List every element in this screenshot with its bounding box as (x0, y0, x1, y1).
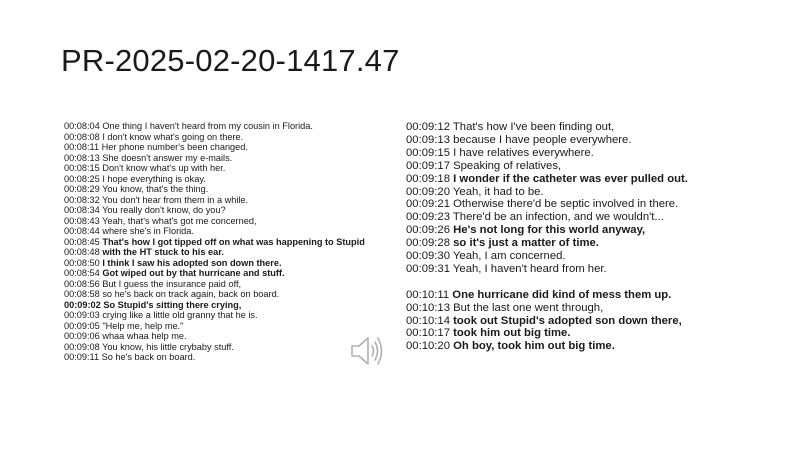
audio-speaker-icon[interactable] (348, 331, 388, 371)
transcript-text: 00:08:56 But I guess the insurance paid off, (64, 278, 242, 289)
transcript-text: 00:08:08 I don't know what's going on there. (64, 131, 244, 142)
transcript-line (64, 226, 394, 237)
transcript-line (406, 250, 706, 263)
transcript-text: 00:09:30 Yeah, I am concerned. (406, 250, 566, 263)
transcript-text: I wonder if the catheter was ever pulled out. (453, 172, 688, 185)
transcript-text: took out Stupid's adopted son down there, (453, 314, 682, 327)
transcript-line (64, 268, 394, 279)
transcript-line (406, 147, 706, 160)
transcript-line (64, 310, 394, 321)
transcript-text: 00:09:15 I have relatives everywhere. (406, 146, 594, 159)
transcript-line (406, 160, 706, 173)
transcript-text: 00:08:32 You don't hear from them in a while. (64, 194, 249, 205)
transcript-text: 00:10:20 (406, 340, 454, 353)
transcript-text: with the HT stuck to his ear. (102, 247, 224, 257)
transcript-line (64, 132, 394, 143)
transcript-line (64, 216, 394, 227)
transcript-text: 00:09:17 Speaking of relatives, (406, 159, 562, 172)
transcript-line (64, 352, 394, 363)
transcript-line (64, 300, 394, 311)
slide-title: PR-2025-02-20-1417.47 (61, 43, 400, 78)
transcript-text: so it's just a matter of time. (453, 237, 599, 250)
transcript-text: 00:10:14 (406, 314, 454, 327)
transcript-line (406, 340, 706, 353)
transcript-text: 00:09:28 (406, 237, 454, 250)
transcript-text: 00:10:17 (406, 327, 454, 340)
transcript-line (64, 321, 394, 332)
transcript-text: 00:08:50 (64, 257, 103, 268)
transcript-line (406, 315, 706, 328)
transcript-line (406, 173, 706, 186)
transcript-line (406, 289, 706, 302)
transcript-line (64, 247, 394, 258)
transcript-line (64, 163, 394, 174)
transcript-text: 00:09:08 You know, his little crybaby stuff. (64, 341, 234, 352)
transcript-text: That's how I got tipped off on what was happening to Stupid (102, 236, 365, 247)
transcript-line (64, 237, 394, 248)
transcript-line (406, 211, 706, 224)
transcript-text: Oh boy, took him out big time. (453, 340, 615, 353)
transcript-text: 00:08:29 You know, that's the thing. (64, 184, 209, 194)
transcript-text: 00:09:21 Otherwise there'd be septic involved in there. (406, 198, 679, 211)
transcript-text: 00:09:18 (406, 172, 454, 185)
transcript-text: 00:08:25 I hope everything is okay. (64, 173, 206, 184)
transcript-line (64, 174, 394, 185)
transcript-right-column (406, 121, 706, 353)
transcript-text: 00:08:54 (64, 268, 103, 278)
transcript-text: He's not long for this world anyway, (453, 224, 646, 237)
transcript-text: Got wiped out by that hurricane and stuff. (102, 268, 285, 278)
transcript-text: 00:09:31 Yeah, I haven't heard from her. (406, 262, 607, 275)
transcript-text: 00:08:48 (64, 247, 103, 257)
transcript-line (406, 121, 706, 134)
transcript-spacer (406, 276, 706, 289)
transcript-text: took him out big time. (453, 327, 571, 340)
transcript-line (64, 121, 394, 132)
transcript-line (64, 331, 394, 342)
transcript-text: 00:08:34 You really don't know, do you? (64, 205, 226, 215)
transcript-line (64, 258, 394, 269)
transcript-line (406, 186, 706, 199)
transcript-text: 00:09:20 Yeah, it had to be. (406, 185, 544, 198)
transcript-line (406, 302, 706, 315)
transcript-line (64, 153, 394, 164)
transcript-text: 00:09:13 because I have people everywhere. (406, 133, 632, 146)
transcript-text: 00:09:11 So he's back on board. (64, 352, 196, 362)
transcript-left-column (64, 121, 394, 363)
transcript-text: 00:09:26 (406, 224, 454, 237)
transcript-text: 00:10:11 (406, 288, 453, 301)
transcript-text: 00:08:45 (64, 236, 103, 247)
transcript-text: One hurricane did kind of mess them up. (452, 288, 672, 301)
transcript-text: 00:09:03 crying like a little old granny that he is. (64, 310, 258, 320)
transcript-line (64, 279, 394, 290)
transcript-line (406, 198, 706, 211)
transcript-text: 00:08:13 She doesn't answer my e-mails. (64, 152, 233, 163)
transcript-text: 00:09:06 whaa whaa help me. (64, 331, 187, 341)
transcript-line (64, 342, 394, 353)
transcript-text: 00:09:23 There'd be an infection, and we wouldn't... (406, 211, 664, 224)
transcript-line (406, 224, 706, 237)
transcript-text: 00:09:12 That's how I've been finding out, (406, 121, 615, 133)
transcript-text: I think I saw his adopted son down there. (102, 257, 282, 268)
transcript-line (406, 134, 706, 147)
transcript-text: 00:09:02 So Stupid's sitting there crying, (64, 299, 242, 310)
transcript-text: 00:10:13 But the last one went through, (406, 301, 604, 314)
transcript-line (64, 289, 394, 300)
transcript-text: 00:08:15 Don't know what's up with her. (64, 163, 226, 173)
transcript-text: 00:08:58 so he's back on track again, back on board. (64, 289, 280, 299)
transcript-line (64, 205, 394, 216)
transcript-line (64, 142, 394, 153)
transcript-line (406, 263, 706, 276)
transcript-text: 00:08:04 One thing I haven't heard from my cousin in Florida. (64, 121, 313, 131)
transcript-text: 00:08:11 Her phone number's been changed. (64, 142, 248, 152)
transcript-text: 00:08:43 Yeah, that's what's got me concerned, (64, 215, 257, 226)
transcript-line (406, 237, 706, 250)
transcript-line (406, 327, 706, 340)
transcript-text: 00:08:44 where she's in Florida. (64, 226, 194, 236)
transcript-line (64, 195, 394, 206)
transcript-text: 00:09:05 "Help me, help me." (64, 320, 184, 331)
transcript-line (64, 184, 394, 195)
speaker-graphic (348, 331, 388, 371)
